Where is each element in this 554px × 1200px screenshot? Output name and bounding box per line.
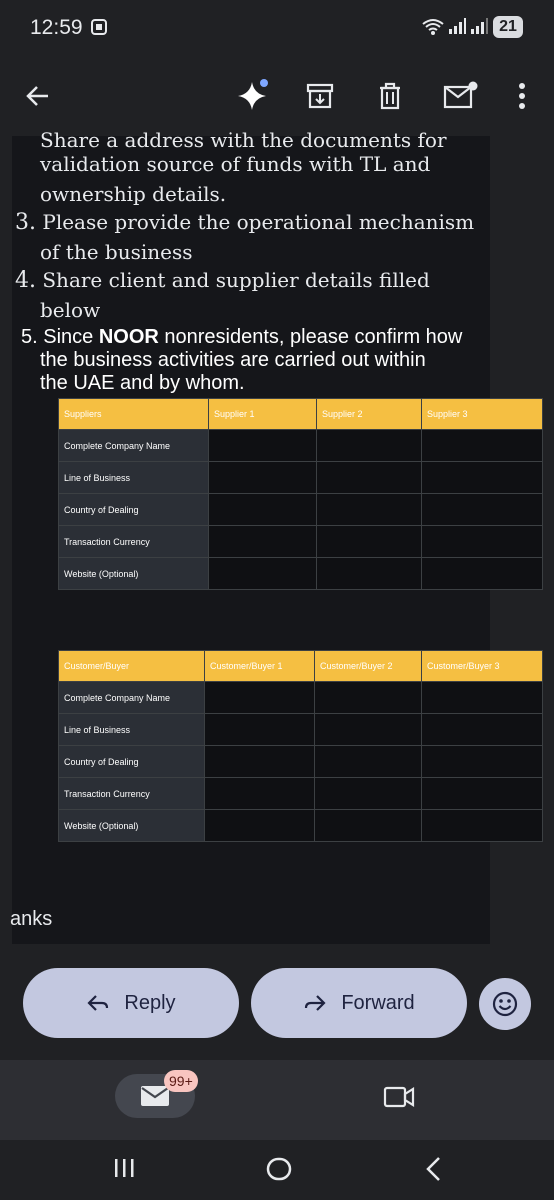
recents-icon: [112, 1156, 136, 1180]
table-cell: [317, 526, 422, 558]
meet-tab[interactable]: [383, 1084, 415, 1115]
table-header-cell: Customer/Buyer 3: [422, 651, 543, 682]
table-row: [59, 746, 543, 778]
table-cell: [205, 682, 315, 714]
row-label: Line of Business: [59, 714, 205, 746]
more-options-button[interactable]: [502, 76, 542, 116]
body-line: below: [40, 298, 101, 322]
table-row: [59, 714, 543, 746]
table-cell: [315, 714, 422, 746]
table-cell: [317, 462, 422, 494]
table-cell: [315, 778, 422, 810]
forward-button[interactable]: [251, 968, 467, 1038]
emoji-icon: [491, 990, 519, 1018]
bottom-navigation: [0, 1060, 554, 1140]
home-button[interactable]: [266, 1156, 292, 1187]
table-row: [59, 462, 543, 494]
gemini-button[interactable]: [232, 76, 272, 116]
table-cell: [209, 462, 317, 494]
table-cell: [422, 810, 543, 842]
row-label: Country of Dealing: [59, 494, 209, 526]
mark-unread-icon: [442, 81, 478, 111]
row-label: Website (Optional): [59, 558, 209, 590]
signal-icon: [448, 17, 466, 40]
table-row: [59, 778, 543, 810]
reply-icon: [86, 993, 110, 1013]
row-label: Line of Business: [59, 462, 209, 494]
table-row: [59, 682, 543, 714]
more-vert-icon: [517, 81, 527, 111]
table-header-row: [59, 399, 543, 430]
table-row: [59, 494, 543, 526]
forward-icon: [303, 993, 327, 1013]
status-bar: [0, 0, 554, 56]
table-header-cell: Supplier 3: [422, 399, 543, 430]
body-line: ownership details.: [40, 182, 227, 206]
table-cell: [422, 462, 543, 494]
table-cell: [315, 810, 422, 842]
status-time: 12:59: [30, 16, 83, 39]
reply-button[interactable]: [23, 968, 239, 1038]
table-cell: [422, 714, 543, 746]
forward-label: Forward: [341, 991, 415, 1014]
cutoff-line: Share a address with the documents for: [40, 128, 447, 152]
recents-button[interactable]: [112, 1156, 136, 1185]
table-header-cell: Customer/Buyer 2: [315, 651, 422, 682]
system-navigation: [0, 1140, 554, 1200]
customers-table: [58, 650, 543, 842]
wifi-icon: [422, 18, 444, 41]
table-cell: [209, 526, 317, 558]
list-item-4: 4. Share client and supplier details filled: [15, 268, 430, 293]
table-cell: [422, 430, 543, 462]
battery-indicator: 21: [493, 16, 523, 38]
table-cell: [205, 810, 315, 842]
table-cell: [422, 778, 543, 810]
row-label: Website (Optional): [59, 810, 205, 842]
reply-actions: [0, 954, 554, 1060]
table-row: [59, 430, 543, 462]
signal-icon-2: [470, 17, 488, 40]
trash-icon: [375, 81, 405, 111]
table-cell: [317, 494, 422, 526]
table-cell: [422, 494, 543, 526]
table-header-cell: Supplier 2: [317, 399, 422, 430]
table-header-cell: Suppliers: [59, 399, 209, 430]
mail-badge: 99+: [164, 1070, 198, 1092]
sparkle-icon: [232, 76, 272, 116]
email-content-image: [12, 128, 500, 944]
table-cell: [422, 558, 543, 590]
email-body: [0, 128, 554, 954]
table-cell: [209, 494, 317, 526]
table-row: [59, 558, 543, 590]
archive-icon: [305, 81, 335, 111]
table-cell: [315, 682, 422, 714]
list-item-3: 3. Please provide the operational mechanism: [15, 210, 475, 235]
body-line: the UAE and by whom.: [40, 372, 245, 394]
email-toolbar: [0, 56, 554, 136]
table-cell: [317, 430, 422, 462]
table-cell: [422, 526, 543, 558]
table-cell: [205, 714, 315, 746]
table-header-cell: Supplier 1: [209, 399, 317, 430]
row-label: Country of Dealing: [59, 746, 205, 778]
table-cell: [209, 430, 317, 462]
body-line: the business activities are carried out within: [40, 349, 426, 371]
table-header-cell: Customer/Buyer 1: [205, 651, 315, 682]
table-cell: [315, 746, 422, 778]
table-cell: [205, 746, 315, 778]
closing-text: anks: [10, 908, 53, 930]
table-cell: [209, 558, 317, 590]
archive-button[interactable]: [300, 76, 340, 116]
row-label: Complete Company Name: [59, 682, 205, 714]
table-cell: [317, 558, 422, 590]
table-cell: [422, 746, 543, 778]
row-label: Transaction Currency: [59, 526, 209, 558]
video-icon: [383, 1084, 415, 1110]
suppliers-table: [58, 398, 543, 590]
list-item-5: 5. Since NOOR nonresidents, please confirm how: [21, 326, 463, 348]
table-header-cell: Customer/Buyer: [59, 651, 205, 682]
delete-button[interactable]: [370, 76, 410, 116]
screen-record-icon: [90, 18, 108, 36]
table-cell: [422, 682, 543, 714]
arrow-left-icon: [24, 82, 52, 110]
table-row: [59, 526, 543, 558]
body-line: validation source of funds with TL and: [40, 152, 431, 176]
mark-unread-button[interactable]: [440, 76, 480, 116]
table-cell: [205, 778, 315, 810]
table-header-row: [59, 651, 543, 682]
body-line: of the business: [40, 240, 193, 264]
home-icon: [266, 1156, 292, 1182]
row-label: Transaction Currency: [59, 778, 205, 810]
table-row: [59, 810, 543, 842]
back-chevron-icon: [424, 1156, 442, 1182]
system-back-button[interactable]: [424, 1156, 442, 1187]
back-button[interactable]: [18, 76, 58, 116]
reply-label: Reply: [124, 991, 176, 1014]
emoji-reaction-button[interactable]: [479, 978, 531, 1030]
row-label: Complete Company Name: [59, 430, 209, 462]
